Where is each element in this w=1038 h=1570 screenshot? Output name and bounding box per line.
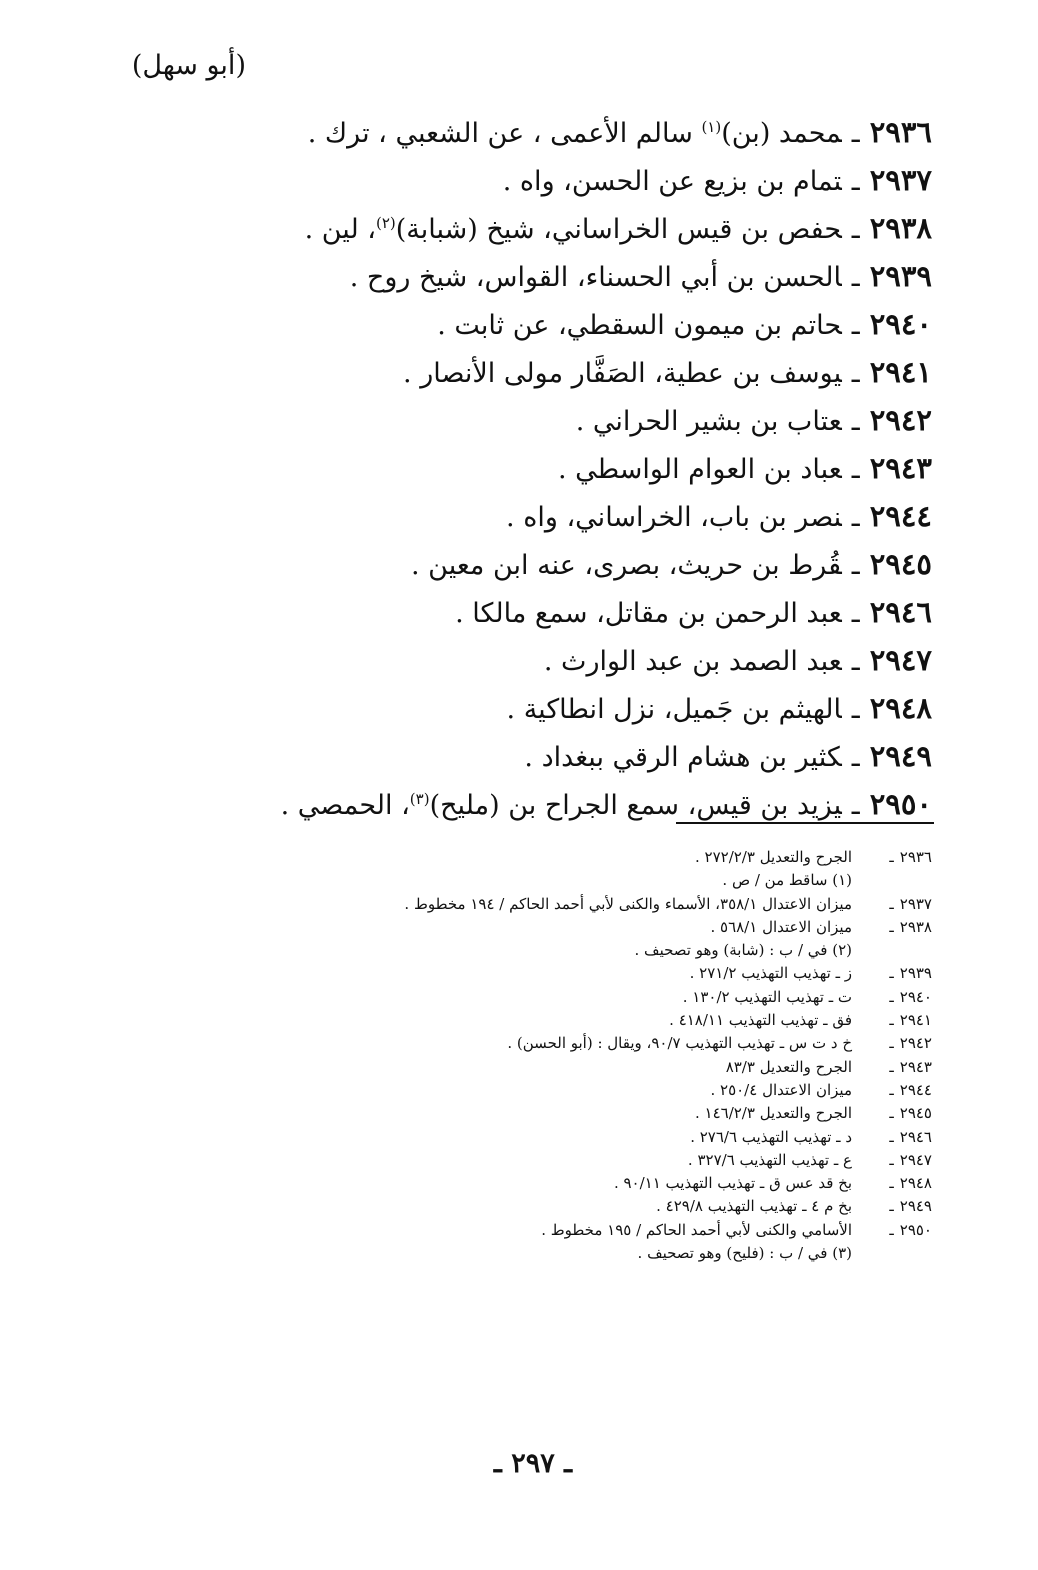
entry — [281, 732, 932, 780]
footnote-ref — [852, 1219, 932, 1242]
footnote-ref-number: ٢٩٤٠ — [899, 987, 932, 1006]
footnote-text: ميزان الاعتدال ٣٥٨/١، الأسماء والكنى لأبي أحمد الحاكم / ١٩٤ مخطوط . — [404, 894, 852, 913]
entry-dash: ـ — [851, 310, 860, 341]
footnote-marker: (٣) — [409, 790, 430, 808]
running-header: (أبو سهل) — [131, 50, 246, 81]
entry-dash: ـ — [851, 454, 860, 485]
entry-dash: ـ — [851, 406, 860, 437]
entry-text: عبد الرحمن بن مقاتل، سمع مالكا . — [455, 598, 842, 629]
footnote-ref-dash: ـ — [889, 1150, 894, 1169]
footnote-ref-dash: ـ — [889, 848, 894, 866]
entry-text: حفص بن قيس الخراساني، شيخ (شبابة) — [395, 214, 842, 245]
footnote — [404, 986, 932, 1009]
entry-text: عبد الصمد بن عبد الوارث . — [543, 646, 842, 677]
entry-number: ٢٩٣٧ — [869, 163, 932, 197]
entry-number: ٢٩٤٩ — [869, 739, 932, 773]
footnote-text: الجرح والتعديل ٨٣/٣ — [725, 1057, 852, 1076]
footnote — [404, 1219, 932, 1242]
footnote-ref — [852, 846, 932, 869]
footnote — [404, 1102, 932, 1125]
footnote-ref-number: ٢٩٤٩ — [899, 1197, 932, 1216]
footnote-ref-number: ٢٩٤٣ — [899, 1057, 932, 1076]
footnotes — [404, 846, 932, 1265]
entry — [281, 300, 932, 348]
footnote-ref-number: ٢٩٤٦ — [899, 1127, 932, 1146]
entry-dash: ـ — [851, 742, 860, 773]
footnote-marker: (١) — [701, 118, 722, 136]
footnote-ref — [852, 1126, 932, 1149]
footnote — [404, 1195, 932, 1218]
entry-number: ٢٩٤٤ — [869, 499, 932, 533]
entry-number: ٢٩٤٧ — [869, 643, 932, 677]
footnote-ref-dash: ـ — [889, 1034, 894, 1053]
footnote-ref — [852, 1102, 932, 1125]
footnote-ref-dash: ـ — [889, 1011, 894, 1030]
footnote — [404, 1032, 932, 1055]
entry-dash: ـ — [851, 646, 860, 677]
footnote-text: الجرح والتعديل ١٤٦/٢/٣ . — [694, 1104, 852, 1123]
entry-dash: ـ — [851, 790, 860, 821]
entry-number: ٢٩٥٠ — [869, 787, 932, 821]
entry-number: ٢٩٣٩ — [869, 259, 932, 293]
footnote-ref-dash: ـ — [889, 894, 894, 913]
entry-dash: ـ — [851, 214, 860, 245]
footnote-ref-dash: ـ — [889, 1057, 894, 1076]
footnote-text: (٣) في / ب : (فليح) وهو تصحيف . — [637, 1244, 852, 1263]
footnote-text: فق ـ تهذيب التهذيب ٤١٨/١١ . — [669, 1011, 852, 1030]
footnote-text: الأسامي والكنى لأبي أحمد الحاكم / ١٩٥ مخطوط . — [541, 1220, 852, 1239]
footnote-ref-number: ٢٩٤٥ — [899, 1104, 932, 1123]
entry-number: ٢٩٤٦ — [869, 595, 932, 629]
footnote — [404, 1009, 932, 1032]
footnote-ref-dash: ـ — [889, 987, 894, 1006]
footnote-text: خ د ت س ـ تهذيب التهذيب ٩٠/٧، ويقال : (أبو الحسن) . — [507, 1034, 852, 1053]
entry-number: ٢٩٤٥ — [869, 547, 932, 581]
footnote — [404, 846, 932, 869]
entry-text: تمام بن بزيع عن الحسن، واه . — [502, 166, 842, 197]
footnote-ref — [852, 1009, 932, 1032]
footnote-ref — [852, 893, 932, 916]
footnote-ref-dash: ـ — [889, 1220, 894, 1239]
footnote-ref — [852, 1172, 932, 1195]
entry — [281, 156, 932, 204]
entry-number: ٢٩٤٠ — [869, 307, 932, 341]
footnote-separator — [676, 822, 934, 824]
footnote-ref-number: ٢٩٤٧ — [899, 1150, 932, 1169]
footnote-text: بخ م ٤ ـ تهذيب التهذيب ٤٢٩/٨ . — [656, 1197, 852, 1216]
entry — [281, 540, 932, 588]
footnote-ref — [852, 962, 932, 985]
entry — [281, 348, 932, 396]
footnote-ref-number: ٢٩٤٢ — [899, 1034, 932, 1053]
footnote — [404, 962, 932, 985]
footnote-text: ت ـ تهذيب التهذيب ١٣٠/٢ . — [682, 987, 852, 1006]
footnote-ref-number: ٢٩٣٨ — [899, 917, 932, 936]
entry-text: قُرط بن حريث، بصرى، عنه ابن معين . — [411, 550, 842, 581]
footnote — [404, 1149, 932, 1172]
footnote-text: ز ـ تهذيب التهذيب ٢٧١/٢ . — [689, 964, 852, 983]
entry-text: حاتم بن ميمون السقطي، عن ثابت . — [437, 310, 842, 341]
entry-number: ٢٩٤١ — [869, 355, 932, 389]
entry-text: عتاب بن بشير الحراني . — [575, 406, 842, 437]
entry — [281, 108, 932, 156]
footnote-text: (١) ساقط من / ص . — [722, 871, 852, 890]
footnote-ref — [852, 1195, 932, 1218]
footnote-ref-dash: ـ — [889, 1127, 894, 1146]
entry-dash: ـ — [851, 550, 860, 581]
entry — [281, 492, 932, 540]
footnote-ref-number: ٢٩٣٩ — [899, 964, 932, 983]
footnote — [404, 893, 932, 916]
footnote — [404, 1126, 932, 1149]
entry-text: يوسف بن عطية، الصَفَّار مولى الأنصار . — [403, 358, 842, 389]
footnote-text: بخ قد عس ق ـ تهذيب التهذيب ٩٠/١١ . — [613, 1174, 852, 1193]
entry-number: ٢٩٣٨ — [869, 211, 932, 245]
entries-list — [281, 108, 932, 828]
footnote-variant — [404, 869, 932, 892]
footnote-variant — [404, 1242, 932, 1265]
entry-text-continued: ، الحمصي . — [280, 790, 410, 821]
footnote-ref-dash: ـ — [889, 964, 894, 983]
footnote — [404, 916, 932, 939]
footnote-text: ميزان الاعتدال ٥٦٨/١ . — [710, 917, 852, 936]
entry-text: عباد بن العوام الواسطي . — [557, 454, 842, 485]
footnote-marker: (٢) — [375, 214, 396, 232]
page-number: ـ ٢٩٧ ـ — [493, 1448, 573, 1479]
entry-number: ٢٩٤٣ — [869, 451, 932, 485]
footnote — [404, 1056, 932, 1079]
entry-text: محمد (بن) — [721, 118, 842, 149]
entry — [281, 444, 932, 492]
entry — [281, 252, 932, 300]
footnote-ref-number: ٢٩٣٧ — [899, 894, 932, 913]
entry-text-continued: سالم الأعمى ، عن الشعبي ، ترك . — [307, 118, 702, 149]
entry-dash: ـ — [851, 118, 860, 149]
footnote-text: د ـ تهذيب التهذيب ٢٧٦/٦ . — [690, 1127, 852, 1146]
entry-text: كثير بن هشام الرقي ببغداد . — [524, 742, 842, 773]
footnote-ref-number: ٢٩٤١ — [899, 1011, 932, 1030]
entry-dash: ـ — [851, 166, 860, 197]
footnote-variant — [404, 939, 932, 962]
footnote-ref-number: ٢٩٤٤ — [899, 1080, 932, 1099]
entry-number: ٢٩٤٢ — [869, 403, 932, 437]
footnote-ref-dash: ـ — [889, 1197, 894, 1216]
footnote — [404, 1079, 932, 1102]
entry — [281, 588, 932, 636]
footnote-ref — [852, 916, 932, 939]
entry-number: ٢٩٤٨ — [869, 691, 932, 725]
entry — [281, 684, 932, 732]
footnote-ref-dash: ـ — [889, 917, 894, 936]
footnote-ref — [852, 1056, 932, 1079]
entry-text: الهيثم بن جَميل، نزل انطاكية . — [506, 694, 842, 725]
entry — [281, 204, 932, 252]
footnote-text: (٢) في / ب : (شابة) وهو تصحيف . — [634, 941, 852, 960]
footnote-ref-dash: ـ — [889, 1080, 894, 1099]
entry-text-continued: ، لين . — [304, 214, 376, 245]
entry-text: نصر بن باب، الخراساني، واه . — [506, 502, 842, 533]
footnote-ref — [852, 1032, 932, 1055]
entry-dash: ـ — [851, 262, 860, 293]
footnote-ref-dash: ـ — [889, 1174, 894, 1193]
footnote-text: ع ـ تهذيب التهذيب ٣٢٧/٦ . — [687, 1150, 852, 1169]
footnote-ref-number: ٢٩٤٨ — [899, 1174, 932, 1193]
footnote-ref — [852, 986, 932, 1009]
footnote-text: ميزان الاعتدال ٢٥٠/٤ . — [710, 1080, 852, 1099]
footnote-ref-dash: ـ — [889, 1104, 894, 1123]
entry — [281, 636, 932, 684]
footnote-ref — [852, 1149, 932, 1172]
entry-dash: ـ — [851, 598, 860, 629]
entry-number: ٢٩٣٦ — [869, 115, 932, 149]
entry-dash: ـ — [851, 358, 860, 389]
entry-dash: ـ — [851, 502, 860, 533]
footnote-text: الجرح والتعديل ٢٧٢/٢/٣ . — [694, 848, 852, 866]
entry-text: يزيد بن قيس، سمع الجراح بن (مليح) — [429, 790, 842, 821]
footnote-ref-number: ٢٩٥٠ — [899, 1220, 932, 1239]
entry-dash: ـ — [851, 694, 860, 725]
footnote — [404, 1172, 932, 1195]
entry — [281, 396, 932, 444]
entry — [281, 780, 932, 828]
entry-text: الحسن بن أبي الحسناء، القواس، شيخ روح . — [349, 262, 842, 293]
footnote-ref — [852, 1079, 932, 1102]
footnote-ref-number: ٢٩٣٦ — [899, 848, 932, 866]
